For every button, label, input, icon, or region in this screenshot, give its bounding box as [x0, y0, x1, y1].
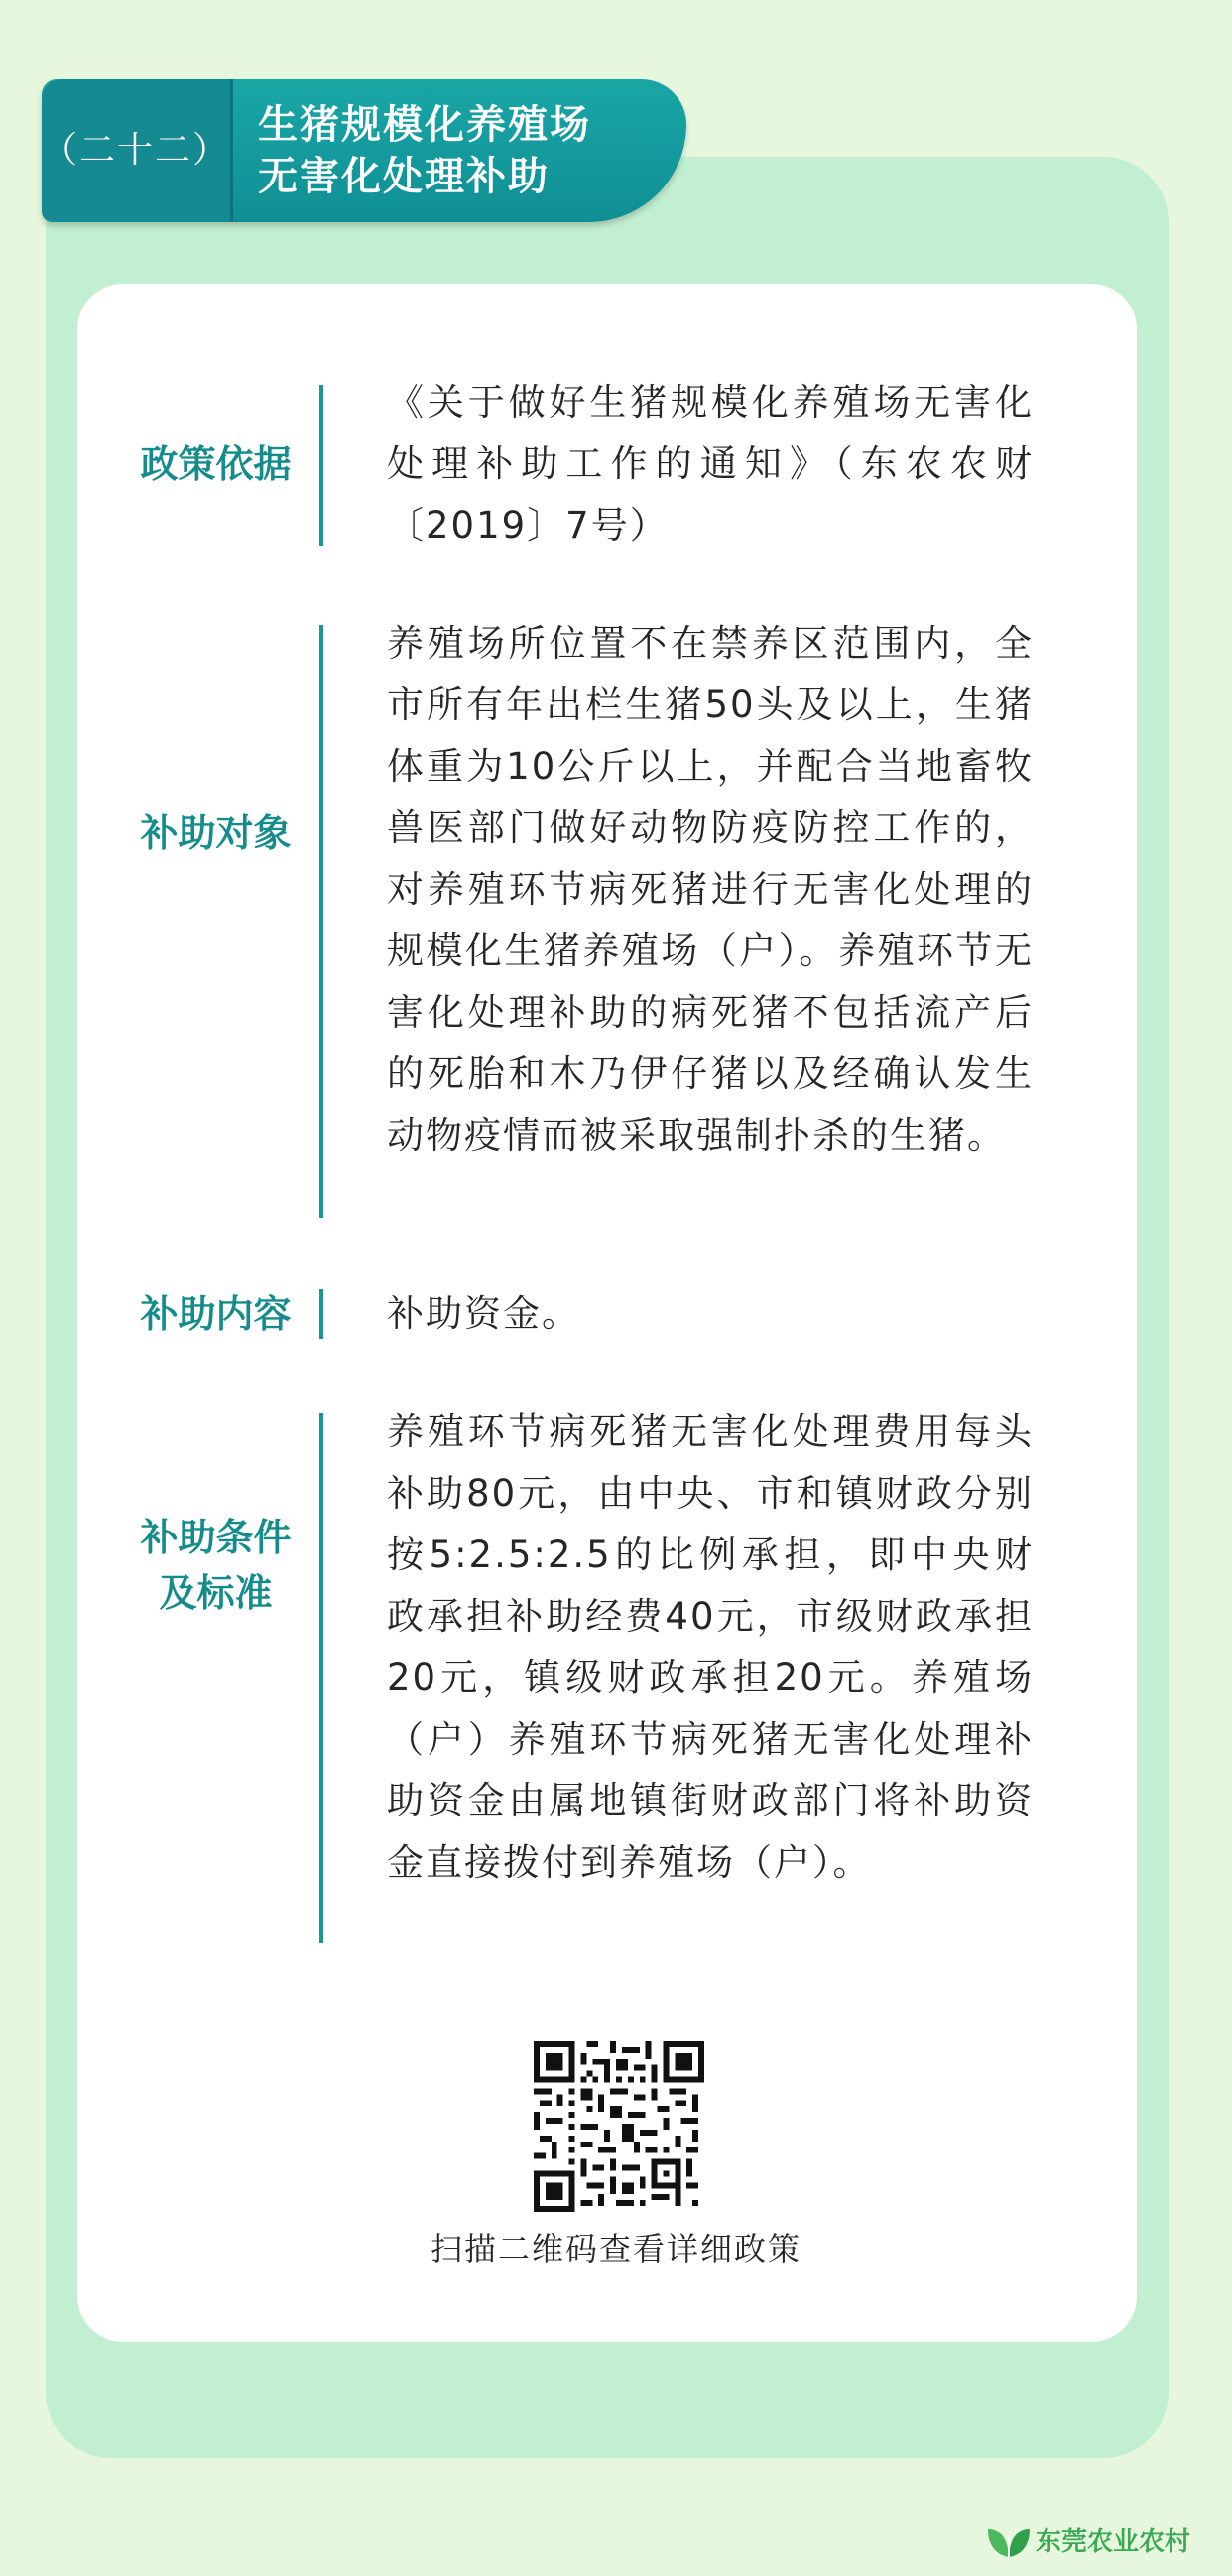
subsidy-conditions-label-line2: 及标准	[159, 1571, 273, 1615]
policy-basis-divider	[319, 385, 323, 546]
qr-code[interactable]	[534, 2041, 704, 2212]
subsidy-content-divider	[319, 1289, 323, 1339]
section-title	[258, 99, 675, 202]
subsidy-target-label: 补助对象	[140, 811, 292, 855]
footer-logo-text: 东莞农业农村	[1036, 2527, 1191, 2557]
policy-basis-text: 《关于做好生猪规模化养殖场无害化处理补助工作的通知》（东农农财〔2019〕7号）	[387, 381, 1034, 547]
subsidy-target-text: 养殖场所位置不在禁养区范围内，全市所有年出栏生猪50头及以上，生猪体重为10公斤以上，并配合当地畜牧兽医部门做好动物防疫防控工作的，对养殖环节病死猪进行无害化处理的规模化生猪养殖场（户）。养殖环节无害化处理补助的病死猪不包括流产后的死胎和木乃伊仔猪以及经确认发生动物疫情而被采取强制扑杀的生猪。	[387, 622, 1034, 1157]
subsidy-conditions-divider	[319, 1413, 323, 1943]
leaf-logo-icon	[986, 2521, 1032, 2561]
subsidy-target-divider	[319, 625, 323, 1218]
section-title-line2: 无害化处理补助	[258, 154, 550, 199]
subsidy-content-label: 补助内容	[140, 1292, 292, 1336]
section-title-line1: 生猪规模化养殖场	[258, 102, 591, 148]
subsidy-conditions-label-line1: 补助条件	[140, 1516, 292, 1559]
policy-basis-label: 政策依据	[140, 442, 292, 486]
section-header-banner	[42, 79, 686, 222]
subsidy-content-text: 补助资金。	[387, 1292, 580, 1335]
banner-divider	[230, 79, 233, 222]
footer-logo	[986, 2519, 1191, 2563]
qr-code-graphic	[534, 2041, 704, 2212]
subsidy-conditions-label	[119, 1510, 312, 1621]
qr-caption: 扫描二维码查看详细政策	[430, 2230, 801, 2268]
section-number: （二十二）	[42, 130, 231, 171]
subsidy-conditions-text: 养殖环节病死猪无害化处理费用每头补助80元，由中央、市和镇财政分别按5:2.5:2.5的比例承担，即中央财政承担补助经费40元，市级财政承担20元，镇级财政承担20元。养殖场（户）养殖环节病死猪无害化处理补助资金由属地镇街财政部门将补助资金直接拨付到养殖场（户）。	[387, 1411, 1034, 1884]
